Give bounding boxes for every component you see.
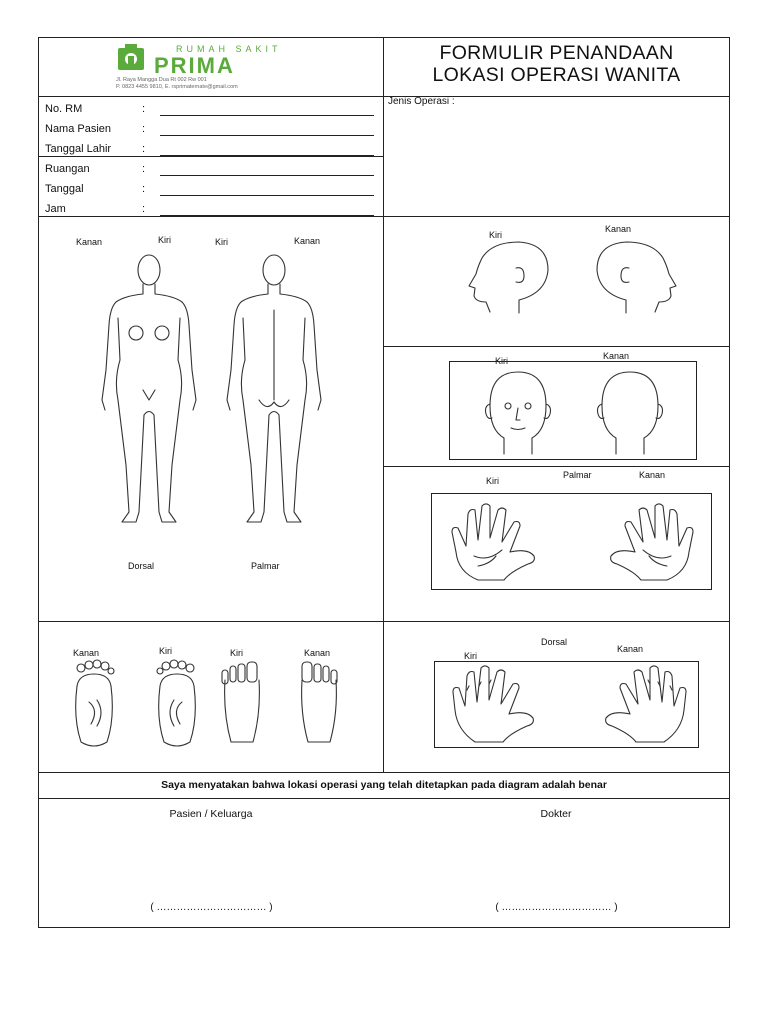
body-label-palmar: Palmar <box>251 561 280 571</box>
head-profile-left-icon[interactable] <box>464 238 554 318</box>
head-profile-right-icon[interactable] <box>591 238 681 318</box>
hand-palmar-right-icon[interactable] <box>602 500 697 585</box>
head-front-back-frame <box>449 361 697 460</box>
head-profile-label-kanan: Kanan <box>605 224 632 234</box>
hospital-logo-icon <box>116 44 148 74</box>
divider <box>39 798 729 799</box>
divider <box>384 346 729 347</box>
female-body-front-icon[interactable] <box>94 250 204 530</box>
patient-signature-line: ( …………………………… ) <box>150 902 273 913</box>
form-title-line2: LOKASI OPERASI WANITA <box>432 64 681 86</box>
head-back-label-kanan: Kanan <box>603 351 630 361</box>
field-label-nama-pasien: Nama Pasien <box>45 123 112 135</box>
ruangan-field[interactable] <box>160 175 374 176</box>
head-front-label-kiri: Kiri <box>495 356 508 366</box>
head-front-icon[interactable] <box>478 368 558 458</box>
foot-label-kanan: Kanan <box>73 648 100 658</box>
divider <box>39 216 729 217</box>
divider <box>39 621 729 622</box>
jenis-operasi-field[interactable] <box>384 110 729 214</box>
body-label-kanan: Kanan <box>76 237 103 247</box>
foot-top-left-icon[interactable] <box>217 658 267 750</box>
field-colon: : <box>142 123 146 135</box>
tanggal-field[interactable] <box>160 195 374 196</box>
form-title <box>384 42 729 86</box>
hand-palmar-label-kiri: Kiri <box>486 476 499 486</box>
no-rm-field[interactable] <box>160 115 374 116</box>
field-colon: : <box>142 103 146 115</box>
logo-address: Jl. Raya Mangga Dua Rt 002 Rw 001 <box>116 77 207 83</box>
foot-sole-right-icon[interactable] <box>69 658 119 750</box>
field-colon: : <box>142 143 146 155</box>
foot-label-kanan: Kanan <box>304 648 331 658</box>
field-label-ruangan: Ruangan <box>45 163 90 175</box>
form-title-line1: FORMULIR PENANDAAN <box>439 42 674 64</box>
nama-pasien-field[interactable] <box>160 135 374 136</box>
female-body-back-icon[interactable] <box>219 250 329 530</box>
foot-label-kiri: Kiri <box>159 646 172 656</box>
hands-palmar-frame <box>431 493 712 590</box>
jenis-operasi-label: Jenis Operasi : <box>388 96 455 107</box>
head-profile-label-kiri: Kiri <box>489 230 502 240</box>
body-label-dorsal: Dorsal <box>128 561 155 571</box>
logo-hospital-type: RUMAH SAKIT <box>176 44 282 54</box>
hospital-logo <box>116 42 316 92</box>
foot-sole-left-icon[interactable] <box>152 658 202 750</box>
jam-field[interactable] <box>160 215 374 216</box>
field-label-jam: Jam <box>45 203 66 215</box>
doctor-signature-line: ( …………………………… ) <box>495 902 618 913</box>
hands-dorsal-frame <box>434 661 699 748</box>
hand-dorsal-left-icon[interactable] <box>449 664 539 746</box>
divider <box>384 466 729 467</box>
divider <box>39 96 729 97</box>
consent-statement: Saya menyatakan bahwa lokasi operasi yang telah ditetapkan pada diagram adalah benar <box>161 779 607 791</box>
hand-palmar-left-icon[interactable] <box>448 500 543 585</box>
field-colon: : <box>142 203 146 215</box>
logo-hospital-name: PRIMA <box>154 53 235 78</box>
field-label-tanggal-lahir: Tanggal Lahir <box>45 143 112 155</box>
head-back-icon[interactable] <box>590 368 670 458</box>
signature-label-patient: Pasien / Keluarga <box>169 808 253 820</box>
logo-contact: P. 0823 4455 9810, E. rsprimaternate@gmail.com <box>116 84 238 90</box>
field-label-no-rm: No. RM <box>45 103 83 115</box>
foot-top-right-icon[interactable] <box>294 658 344 750</box>
hand-dorsal-right-icon[interactable] <box>600 664 690 746</box>
body-label-kiri: Kiri <box>215 237 228 247</box>
operation-site-marking-form <box>38 37 730 928</box>
hand-palmar-label-kanan: Kanan <box>639 470 666 480</box>
field-label-tanggal: Tanggal <box>45 183 84 195</box>
body-label-kanan: Kanan <box>294 236 321 246</box>
hand-dorsal-label-kiri: Kiri <box>464 651 477 661</box>
body-label-kiri: Kiri <box>158 235 171 245</box>
foot-label-kiri: Kiri <box>230 648 243 658</box>
hand-dorsal-label-kanan: Kanan <box>617 644 644 654</box>
hand-palmar-label-palmar: Palmar <box>563 470 592 480</box>
divider <box>39 156 383 157</box>
divider <box>39 772 729 773</box>
doctor-signature-area[interactable] <box>439 828 669 898</box>
field-colon: : <box>142 183 146 195</box>
field-colon: : <box>142 163 146 175</box>
hand-dorsal-label-dorsal: Dorsal <box>541 637 568 647</box>
signature-label-doctor: Dokter <box>540 808 572 820</box>
patient-signature-area[interactable] <box>99 828 329 898</box>
